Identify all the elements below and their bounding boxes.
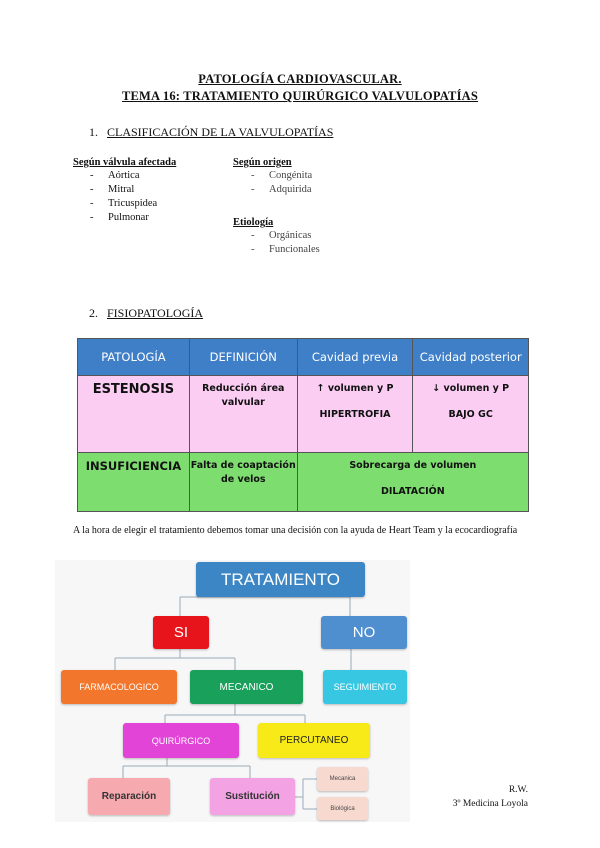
table-row-estenosis (78, 376, 529, 453)
list-item: - Tricuspidea (90, 198, 158, 209)
estenosis-posterior: ↓ volumen y P BAJO GC (413, 376, 529, 453)
list-item: - Congénita (251, 170, 313, 181)
signature-initials: R.W. (508, 785, 528, 795)
document-title (0, 72, 600, 87)
sustitucion-box: Sustitución (210, 778, 295, 815)
estenosis-name: ESTENOSIS (78, 376, 190, 453)
farmacologico-box: FARMACOLOGICO (61, 670, 177, 704)
list-item: - Adquirida (251, 184, 312, 195)
insuficiencia-name: INSUFICIENCIA (78, 453, 190, 512)
valvula-list (90, 169, 176, 225)
table-header-row (78, 339, 529, 376)
fisiopatologia-table (77, 338, 529, 512)
insuficiencia-cavidades: Sobrecarga de volumen DILATACIÓN (297, 453, 528, 512)
section-2-number: 2. (89, 306, 98, 320)
document-subtitle (0, 89, 600, 104)
section-1-heading (89, 125, 333, 140)
biologica-box: Biológica (317, 797, 368, 820)
estenosis-previa: ↑ volumen y P HIPERTROFIA (297, 376, 413, 453)
col-valvula-heading: Según válvula afectada (73, 157, 177, 168)
section-1-number: 1. (89, 125, 98, 139)
list-item: - Funcionales (251, 244, 320, 255)
title-line-1: PATOLOGÍA CARDIOVASCULAR. (198, 72, 402, 86)
insuficiencia-definition: Falta de coaptación de velos (189, 453, 297, 512)
header-cavidad-previa: Cavidad previa (297, 339, 413, 376)
list-item: - Orgánicas (251, 230, 312, 241)
mecanico-box: MECANICO (190, 670, 303, 704)
list-item: - Mitral (90, 184, 135, 195)
tratamiento-box: TRATAMIENTO (196, 562, 365, 597)
seguimiento-box: SEGUIMIENTO (323, 670, 407, 704)
intro-paragraph: A la hora de elegir el tratamiento debemos tomar una decisión con la ayuda de Heart Team y la ecocardiografía (73, 525, 518, 536)
si-box: SI (153, 616, 209, 649)
section-2-title: FISIOPATOLOGÍA (107, 306, 204, 320)
etiologia-list (251, 229, 320, 257)
col-origen (233, 157, 312, 197)
origen-list (251, 169, 312, 197)
percutaneo-box: PERCUTANEO (258, 723, 370, 758)
no-box: NO (321, 616, 407, 649)
reparacion-box: Reparación (88, 778, 170, 815)
header-patologia: PATOLOGÍA (78, 339, 190, 376)
title-line-2: TEMA 16: TRATAMIENTO QUIRÚRGICO VALVULOPATÍAS (121, 89, 479, 103)
col-valvula (73, 157, 176, 225)
list-item: - Aórtica (90, 170, 140, 181)
quirurgico-box: QUIRÚRGICO (123, 723, 239, 758)
table-row-insuficiencia (78, 453, 529, 512)
tratamiento-flowchart (55, 560, 410, 822)
mecanica-box: Mecanica (317, 767, 368, 791)
col-origen-heading: Según origen (233, 157, 292, 168)
signature-course: 3º Medicina Loyola (452, 799, 528, 809)
section-1-title: CLASIFICACIÓN DE LA VALVULOPATÍAS (107, 125, 334, 139)
col-etiologia-heading: Etiología (233, 217, 274, 228)
estenosis-definition: Reducción área valvular (189, 376, 297, 453)
header-cavidad-posterior: Cavidad posterior (413, 339, 529, 376)
section-2-heading (89, 306, 203, 321)
header-definicion: DEFINICIÓN (189, 339, 297, 376)
col-etiologia (233, 217, 320, 257)
list-item: - Pulmonar (90, 212, 149, 223)
